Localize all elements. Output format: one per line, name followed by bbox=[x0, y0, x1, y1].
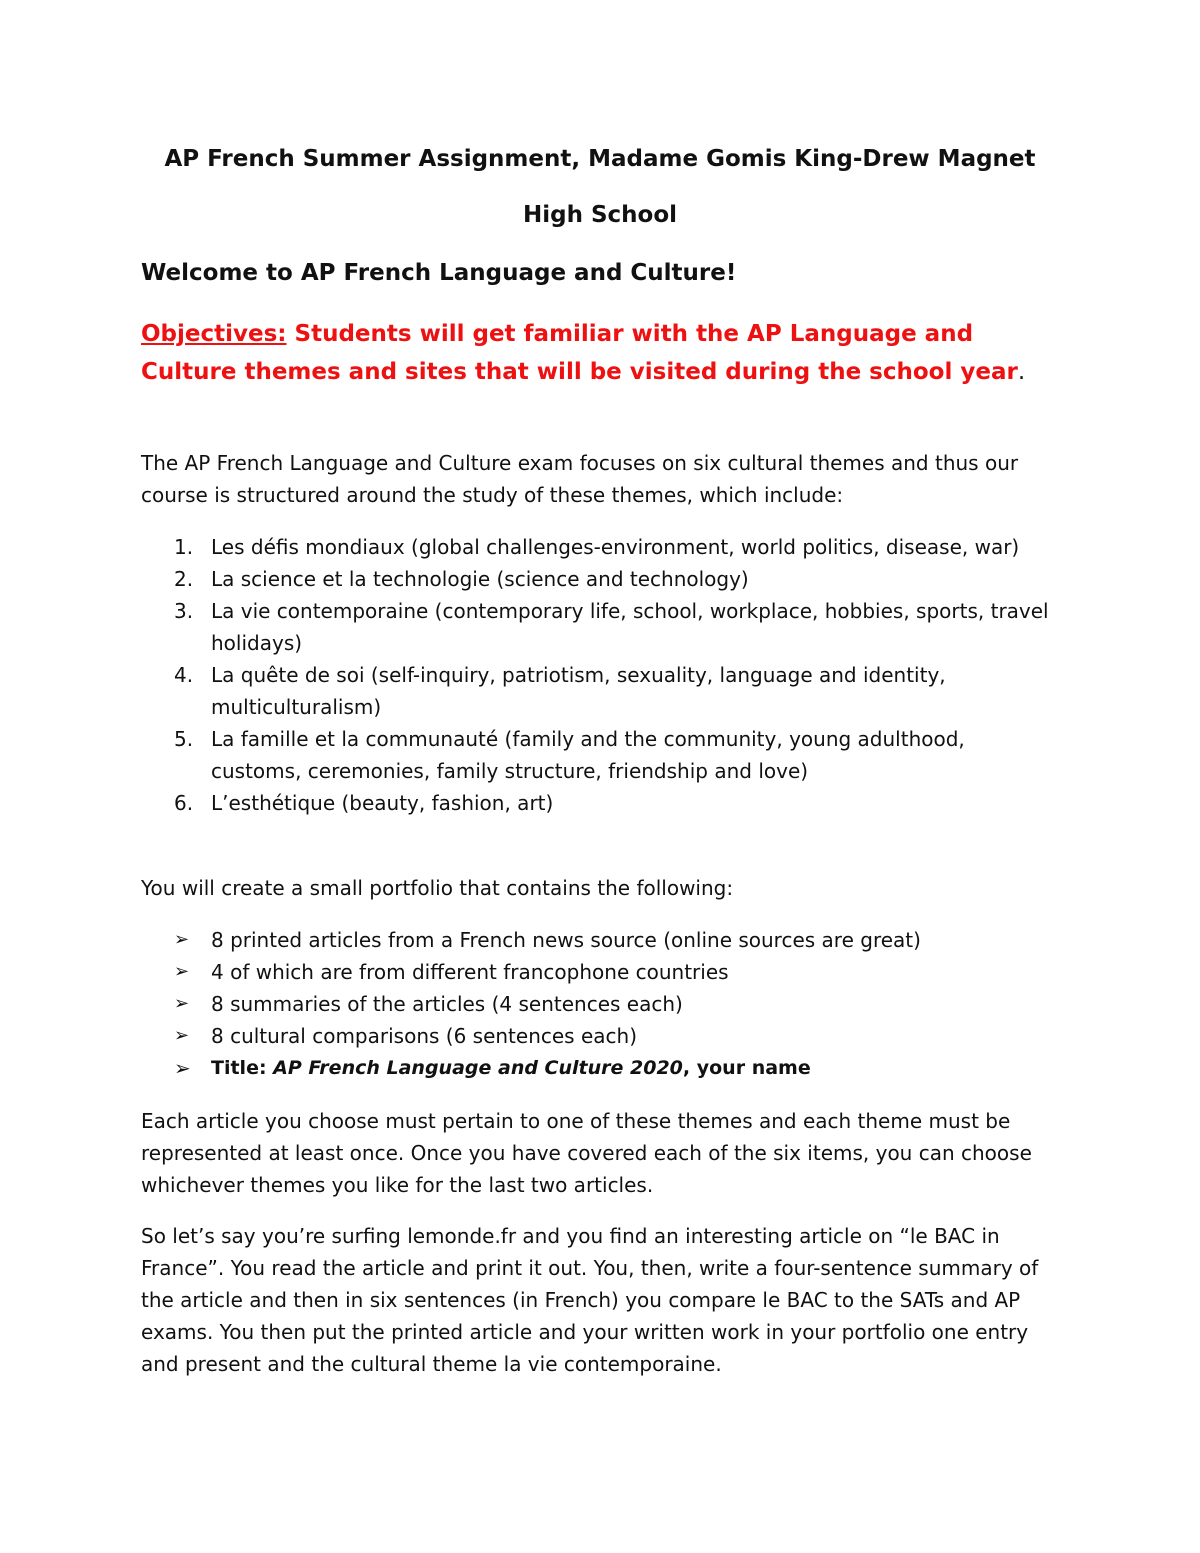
portfolio-list bbox=[141, 924, 1051, 1084]
theme-number: 5. bbox=[174, 727, 194, 751]
theme-item bbox=[141, 723, 1051, 787]
welcome-heading: Welcome to AP French Language and Culture! bbox=[141, 260, 737, 286]
theme-number: 2. bbox=[174, 567, 194, 591]
theme-item bbox=[141, 659, 1051, 723]
theme-text: La quête de soi (self-inquiry, patriotism, sexuality, language and identity, multiculturalism) bbox=[211, 663, 946, 719]
arrow-bullet-icon: ➢ bbox=[174, 961, 190, 982]
portfolio-item-text: 8 printed articles from a French news source (online sources are great) bbox=[211, 928, 921, 952]
arrow-bullet-icon: ➢ bbox=[174, 1025, 190, 1046]
document-title-line-2: High School bbox=[522, 202, 678, 228]
objectives-text: Students will get familiar with the AP Language and Culture themes and sites that will be visited during the school year bbox=[141, 321, 1018, 385]
portfolio-item bbox=[141, 924, 1051, 956]
objectives-paragraph bbox=[141, 315, 1041, 391]
objectives-label: Objectives: bbox=[141, 321, 287, 347]
theme-text: La famille et la communauté (family and the community, young adulthood, customs, ceremonies, family structure, friendship and love) bbox=[211, 727, 965, 783]
portfolio-title-suffix: , your name bbox=[682, 1057, 811, 1079]
theme-text: La science et la technologie (science and technology) bbox=[211, 567, 749, 591]
theme-number: 4. bbox=[174, 663, 194, 687]
theme-item bbox=[141, 531, 1051, 563]
portfolio-item-text: 4 of which are from different francophone countries bbox=[211, 960, 729, 984]
arrow-bullet-icon: ➢ bbox=[174, 929, 190, 950]
theme-number: 1. bbox=[174, 535, 194, 559]
portfolio-title-item bbox=[141, 1052, 1051, 1084]
article-requirements-paragraph: Each article you choose must pertain to one of these themes and each theme must be represented at least once. Once you have covered each of the six items, you can choose whichever themes you like for the last two articles. bbox=[141, 1109, 1032, 1197]
portfolio-item bbox=[141, 1020, 1051, 1052]
portfolio-title-value: AP French Language and Culture 2020 bbox=[273, 1057, 683, 1079]
arrow-bullet-icon: ➢ bbox=[174, 1056, 191, 1080]
portfolio-item bbox=[141, 988, 1051, 1020]
portfolio-title-label: Title: bbox=[211, 1057, 274, 1079]
themes-list bbox=[141, 531, 1051, 819]
theme-item bbox=[141, 787, 1051, 819]
theme-text: La vie contemporaine (contemporary life, school, workplace, hobbies, sports, travel holidays) bbox=[211, 599, 1049, 655]
arrow-bullet-icon: ➢ bbox=[174, 993, 190, 1014]
theme-item bbox=[141, 595, 1051, 659]
objectives-period: . bbox=[1017, 359, 1026, 385]
portfolio-item-text: 8 cultural comparisons (6 sentences each) bbox=[211, 1024, 637, 1048]
example-paragraph: So let’s say you’re surfing lemonde.fr and you find an interesting article on “le BAC in France”. You read the article and print it out. You, then, write a four-sentence summary of the article and then in six sentences (in French) you compare le BAC to the SATs and AP exams. You then put the printed article and your written work in your portfolio one entry and present and the cultural theme la vie contemporaine. bbox=[141, 1224, 1039, 1376]
portfolio-item bbox=[141, 956, 1051, 988]
portfolio-item-text: 8 summaries of the articles (4 sentences each) bbox=[211, 992, 683, 1016]
theme-text: Les défis mondiaux (global challenges-environment, world politics, disease, war) bbox=[211, 535, 1020, 559]
themes-intro-paragraph: The AP French Language and Culture exam focuses on six cultural themes and thus our course is structured around the study of these themes, which include: bbox=[141, 451, 1019, 507]
theme-number: 3. bbox=[174, 599, 194, 623]
theme-number: 6. bbox=[174, 791, 194, 815]
portfolio-intro-paragraph: You will create a small portfolio that contains the following: bbox=[141, 876, 734, 900]
theme-text: L’esthétique (beauty, fashion, art) bbox=[211, 791, 554, 815]
theme-item bbox=[141, 563, 1051, 595]
document-title-line-1: AP French Summer Assignment, Madame Gomis King-Drew Magnet bbox=[164, 146, 1036, 172]
